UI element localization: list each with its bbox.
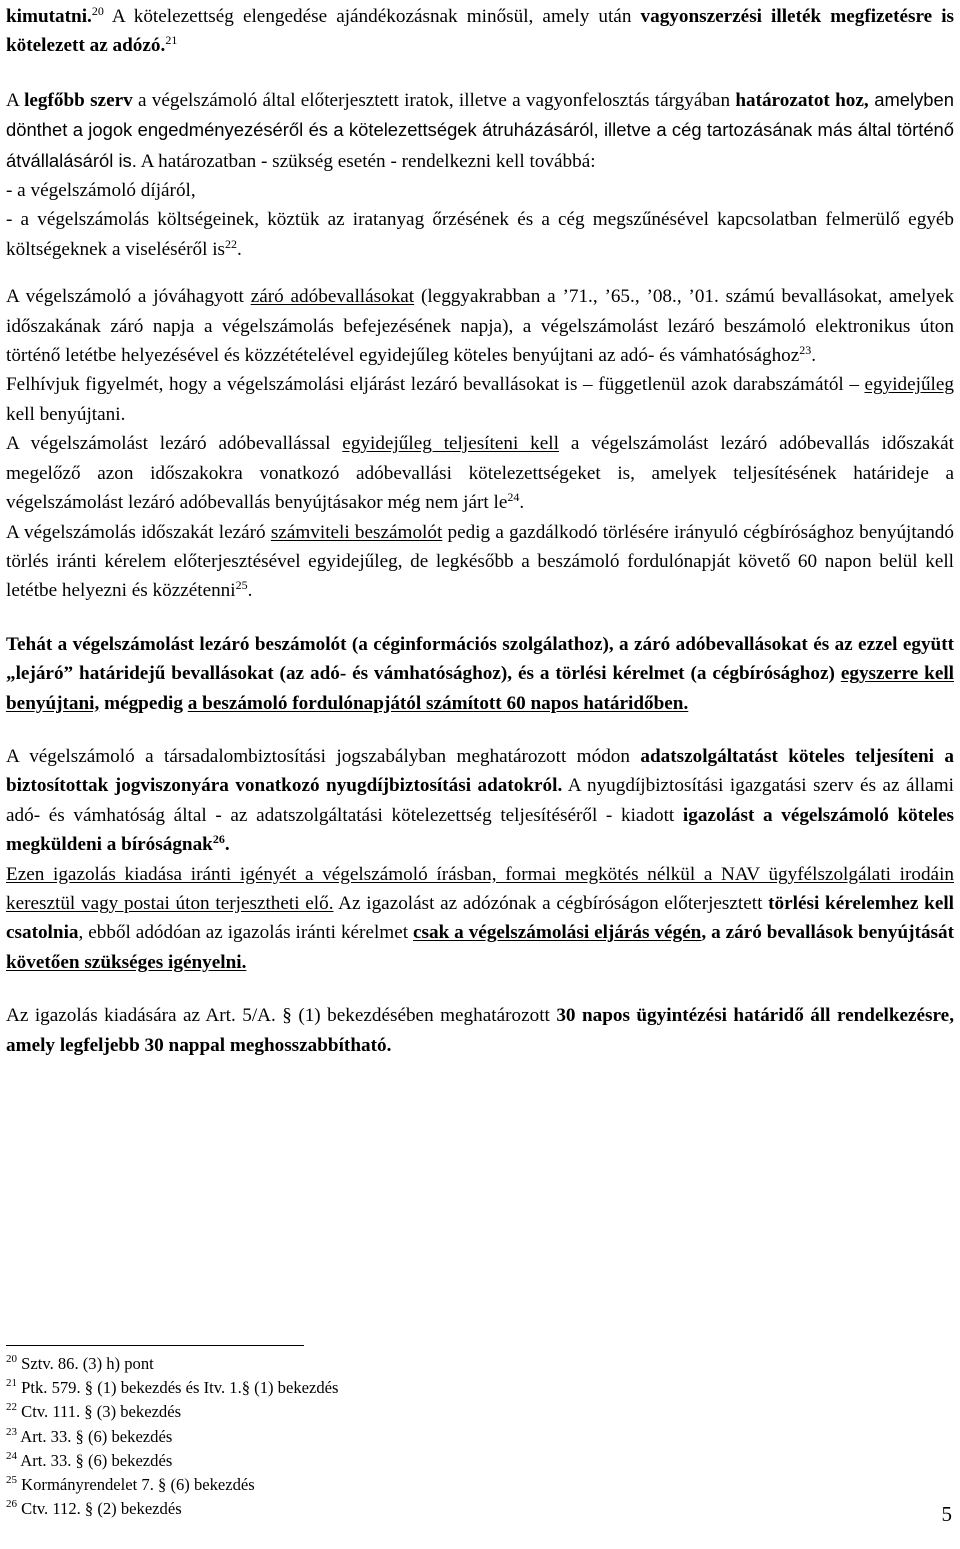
- footnote-text: Art. 33. § (6) bekezdés: [17, 1426, 173, 1446]
- footnote-text: Art. 33. § (6) bekezdés: [17, 1450, 173, 1470]
- p7-underline-b: a beszámoló fordulónapjától számított 60 napos határidőben.: [187, 692, 689, 714]
- paragraph-5: [6, 429, 954, 517]
- p3-text-b: (leggyakrabban a ’71., ’65., ’08., ’01. számú bevallásokat, amelyek időszakának záró napja a végelszámolás befejezésének napja), a végelszámolást lezáró beszámoló elektronikus úton történő letétbe helyezésével és közzétételével egyidejűleg köteles benyújtani az adó- és vámhatósághoz: [6, 286, 954, 367]
- footnote-ref-24[interactable]: 24: [507, 490, 520, 505]
- p8-bold-b: igazolást a végelszámoló köteles megküldeni a bíróságnak: [6, 804, 954, 856]
- footnote-20: [6, 1352, 606, 1376]
- footnote-text: Ptk. 579. § (1) bekezdés és Itv. 1.§ (1) bekezdés: [17, 1378, 339, 1398]
- footnote-text: Kormányrendelet 7. § (6) bekezdés: [17, 1475, 255, 1495]
- p6-text-b: pedig a gazdálkodó törlésére irányuló cégbírósághoz benyújtandó törlés iránti kérelem előterjesztésével egyidejűleg, de legkésőbb a beszámoló fordulónapját követő 60 napon belül kell letétbe helyezni és közzétenni: [6, 521, 954, 602]
- p7-underline-a: egyszerre kell benyújtani,: [6, 663, 954, 714]
- footnote-ref-25[interactable]: 25: [235, 578, 248, 593]
- footnote-ref-21[interactable]: 21: [165, 33, 178, 48]
- footnote-23: [6, 1425, 606, 1449]
- footnote-21: [6, 1376, 606, 1400]
- p10-bold: 30 napos ügyintézési határidő áll rendelkezésre, amely legfeljebb 30 nappal meghosszabbítható.: [6, 1005, 954, 1056]
- footnote-number: 22: [6, 1401, 17, 1414]
- document-body: [6, 2, 954, 1060]
- paragraph-2-dash-2: [6, 205, 954, 264]
- paragraph-1: [6, 2, 954, 61]
- p6-end: .: [247, 580, 253, 602]
- paragraph-9: [6, 860, 954, 978]
- p2-text-a: A: [6, 89, 25, 111]
- p9-text-b: , ebből adódóan az igazolás iránti kérelmet: [78, 922, 413, 944]
- paragraph-8: [6, 742, 954, 860]
- p8-text-b: A nyugdíjbiztosítási igazgatási szerv és az állami adó- és vámhatóság által - az adatszolgáltatási kötelezettség teljesítéséről - kiadott: [6, 775, 954, 826]
- footnote-26: [6, 1497, 606, 1521]
- footnote-text: Ctv. 112. § (2) bekezdés: [17, 1499, 182, 1519]
- paragraph-7-summary: [6, 630, 954, 718]
- footnote-number: 23: [6, 1425, 17, 1438]
- p8-end: .: [224, 834, 230, 856]
- footnote-24: [6, 1449, 606, 1473]
- p8-text-a: A végelszámoló a társadalombiztosítási jogszabályban meghatározott módon: [6, 745, 641, 767]
- p2-bold-b: határozatot hoz,: [735, 89, 869, 111]
- p6-text-a: A végelszámolás időszakát lezáró: [6, 521, 271, 543]
- p2-dash2-end: .: [237, 238, 242, 260]
- p2-text-d: A határozatban - szükség esetén - rendelkezni kell továbbá:: [136, 150, 596, 172]
- p3-underline: záró adóbevallásokat: [250, 286, 415, 308]
- p9-underline: Ezen igazolás kiadása iránti igényét a végelszámoló írásban, formai megkötés nélkül a NAV ügyfélszolgálati irodáin keresztül vagy postai úton terjesztheti elő.: [6, 863, 954, 914]
- p3-end: .: [811, 345, 817, 367]
- p1-text: A kötelezettség elengedése ajándékozásnak minősül, amely után: [103, 6, 641, 27]
- footnote-ref-22[interactable]: 22: [225, 236, 237, 251]
- p9-bold-a: törlési kérelemhez kell csatolnia: [6, 892, 954, 944]
- p8-bold-a: adatszolgáltatást köteles teljesíteni a biztosítottak jogviszonyára vonatkozó nyugdíjbiztosítási adatokról.: [6, 745, 954, 797]
- p5-end: .: [519, 492, 525, 514]
- p9-text-a: Az igazolást az adózónak a cégbíróságon előterjesztett: [333, 892, 769, 914]
- paragraph-4: [6, 370, 954, 429]
- footnote-text: Sztv. 86. (3) h) pont: [17, 1354, 154, 1373]
- paragraph-3: [6, 282, 954, 370]
- footnote-number: 25: [6, 1474, 17, 1487]
- p10-text-a: Az igazolás kiadására az Art. 5/A. § (1) bekezdésében meghatározott: [6, 1005, 557, 1027]
- p2-text-c: amelyben dönthet a jogok engedményezéséről és a kötelezettségek átruházásáról, illetve a cég tartozásának más által történő átvállalásáról is.: [6, 88, 954, 171]
- p9-bold-b: , a záró bevallások benyújtását: [701, 922, 954, 944]
- footnote-ref-26[interactable]: 26: [212, 832, 225, 847]
- footnote-ref-20[interactable]: 20: [91, 4, 104, 18]
- paragraph-2: [6, 85, 954, 176]
- paragraph-2-dash-1: - a végelszámoló díjáról,: [6, 180, 196, 202]
- footnote-separator: [6, 1345, 304, 1346]
- p6-underline: számviteli beszámolót: [270, 521, 443, 543]
- p4-underline: egyidejűleg: [864, 374, 954, 396]
- footnote-25: [6, 1473, 606, 1497]
- paragraph-6: [6, 518, 954, 606]
- footnote-number: 21: [6, 1377, 17, 1390]
- p5-underline: egyidejűleg teljesíteni kell: [342, 433, 559, 455]
- footnote-text: Ctv. 111. § (3) bekezdés: [17, 1402, 182, 1422]
- p4-text-b: kell benyújtani.: [6, 403, 126, 425]
- p5-text-b: a végelszámolást lezáró adóbevallás időszakát megelőző azon időszakokra vonatkozó adóbevallási kötelezettségeket is, amelyek teljesítésének határideje a végelszámolást lezáró adóbevallás benyújtásakor még nem járt le: [6, 433, 954, 514]
- p2-bold-a: legfőbb szerv: [24, 89, 133, 111]
- p7-text-b: mégpedig: [99, 692, 188, 714]
- paragraph-10: [6, 1001, 954, 1060]
- p1-bold-start: kimutatni.: [6, 6, 92, 27]
- footnote-number: 20: [6, 1353, 17, 1365]
- p7-text-a: Tehát a végelszámolást lezáró beszámolót (a céginformációs szolgálathoz), a záró adóbevallásokat és az ezzel együtt „lejáró” határidejű bevallásokat (az adó- és vámhatósághoz), és a törlési kérelmet (a cégbírósághoz): [6, 633, 954, 685]
- footnotes: [6, 1352, 606, 1521]
- footnote-ref-23[interactable]: 23: [799, 343, 812, 358]
- p2-dash2-text: - a végelszámolás költségeinek, köztük az iratanyag őrzésének és a cég megszűnésével kapcsolatban felmerülő egyéb költségeknek a viseléséről is: [6, 209, 954, 260]
- p2-text-b: a végelszámoló által előterjesztett iratok, illetve a vagyonfelosztás tárgyában: [132, 89, 736, 111]
- footnote-number: 26: [6, 1498, 17, 1511]
- p9-bold-underline-b: követően szükséges igényelni.: [6, 951, 247, 973]
- footnote-22: [6, 1400, 606, 1424]
- p4-text-a: Felhívjuk figyelmét, hogy a végelszámolási eljárást lezáró bevallásokat is – függetlenül azok darabszámától –: [6, 374, 865, 396]
- p3-text-a: A végelszámoló a jóváhagyott: [6, 286, 251, 308]
- p1-bold-end: vagyonszerzési illeték megfizetésre is kötelezett az adózó.: [6, 6, 954, 57]
- page-number: 5: [941, 1502, 952, 1526]
- footnote-number: 24: [6, 1449, 17, 1462]
- p9-bold-underline-a: csak a végelszámolási eljárás végén: [413, 922, 702, 944]
- p5-text-a: A végelszámolást lezáró adóbevallással: [6, 433, 343, 455]
